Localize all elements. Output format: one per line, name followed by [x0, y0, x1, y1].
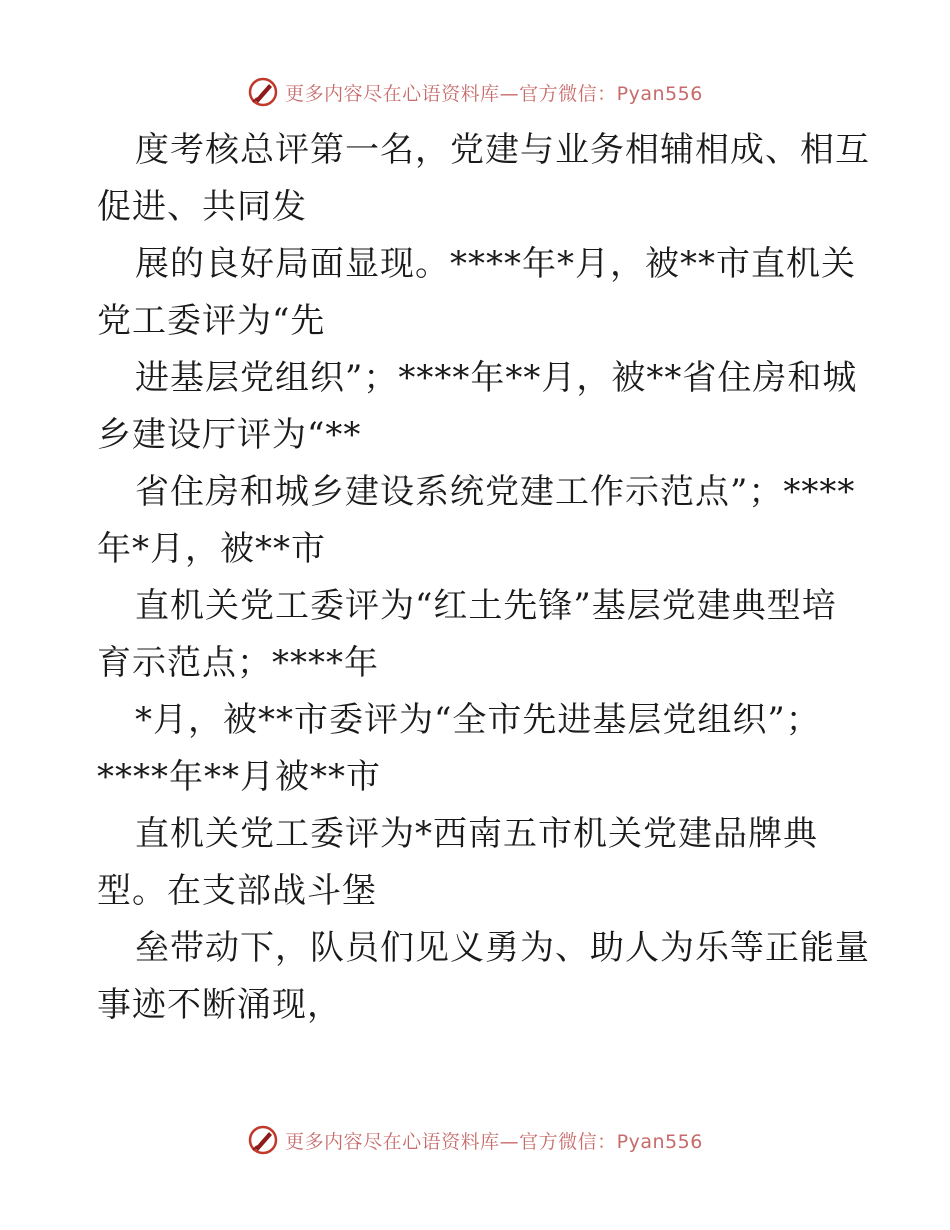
text-line: 党工委评为“先 — [97, 301, 326, 341]
watermark-text: 更多内容尽在心语资料库—官方微信：Pyan556 — [285, 1130, 703, 1153]
text-line: 直机关党工委评为*西南五市机关党建品牌典 — [135, 814, 818, 854]
text-line: 育示范点；****年 — [97, 643, 379, 683]
quill-logo-icon — [247, 76, 279, 108]
text-line: 年*月，被**市 — [97, 529, 326, 569]
text-line: 乡建设厅评为“** — [97, 415, 362, 455]
text-line: 垒带动下，队员们见义勇为、助人为乐等正能量 — [135, 928, 870, 968]
header-watermark — [0, 72, 950, 112]
text-line: 度考核总评第一名，党建与业务相辅相成、相互 — [135, 130, 870, 170]
text-line: 直机关党工委评为“红土先锋”基层党建典型培 — [135, 586, 837, 626]
text-line: *月，被**市委评为“全市先进基层党组织”； — [135, 700, 821, 740]
quill-logo-icon — [247, 1124, 279, 1156]
text-line: 进基层党组织”；****年**月，被**省住房和城 — [135, 358, 858, 398]
text-line: 展的良好局面显现。****年*月，被**市直机关 — [135, 244, 856, 284]
text-line: 省住房和城乡建设系统党建工作示范点”；**** — [135, 472, 856, 512]
text-line: 促进、共同发 — [97, 187, 307, 227]
text-line: 事迹不断涌现， — [97, 985, 342, 1025]
text-line: 型。在支部战斗堡 — [97, 871, 377, 911]
text-line: ****年**月被**市 — [97, 757, 381, 797]
watermark-text: 更多内容尽在心语资料库—官方微信：Pyan556 — [285, 82, 703, 105]
document-body — [97, 122, 870, 1034]
footer-watermark — [0, 1120, 950, 1160]
